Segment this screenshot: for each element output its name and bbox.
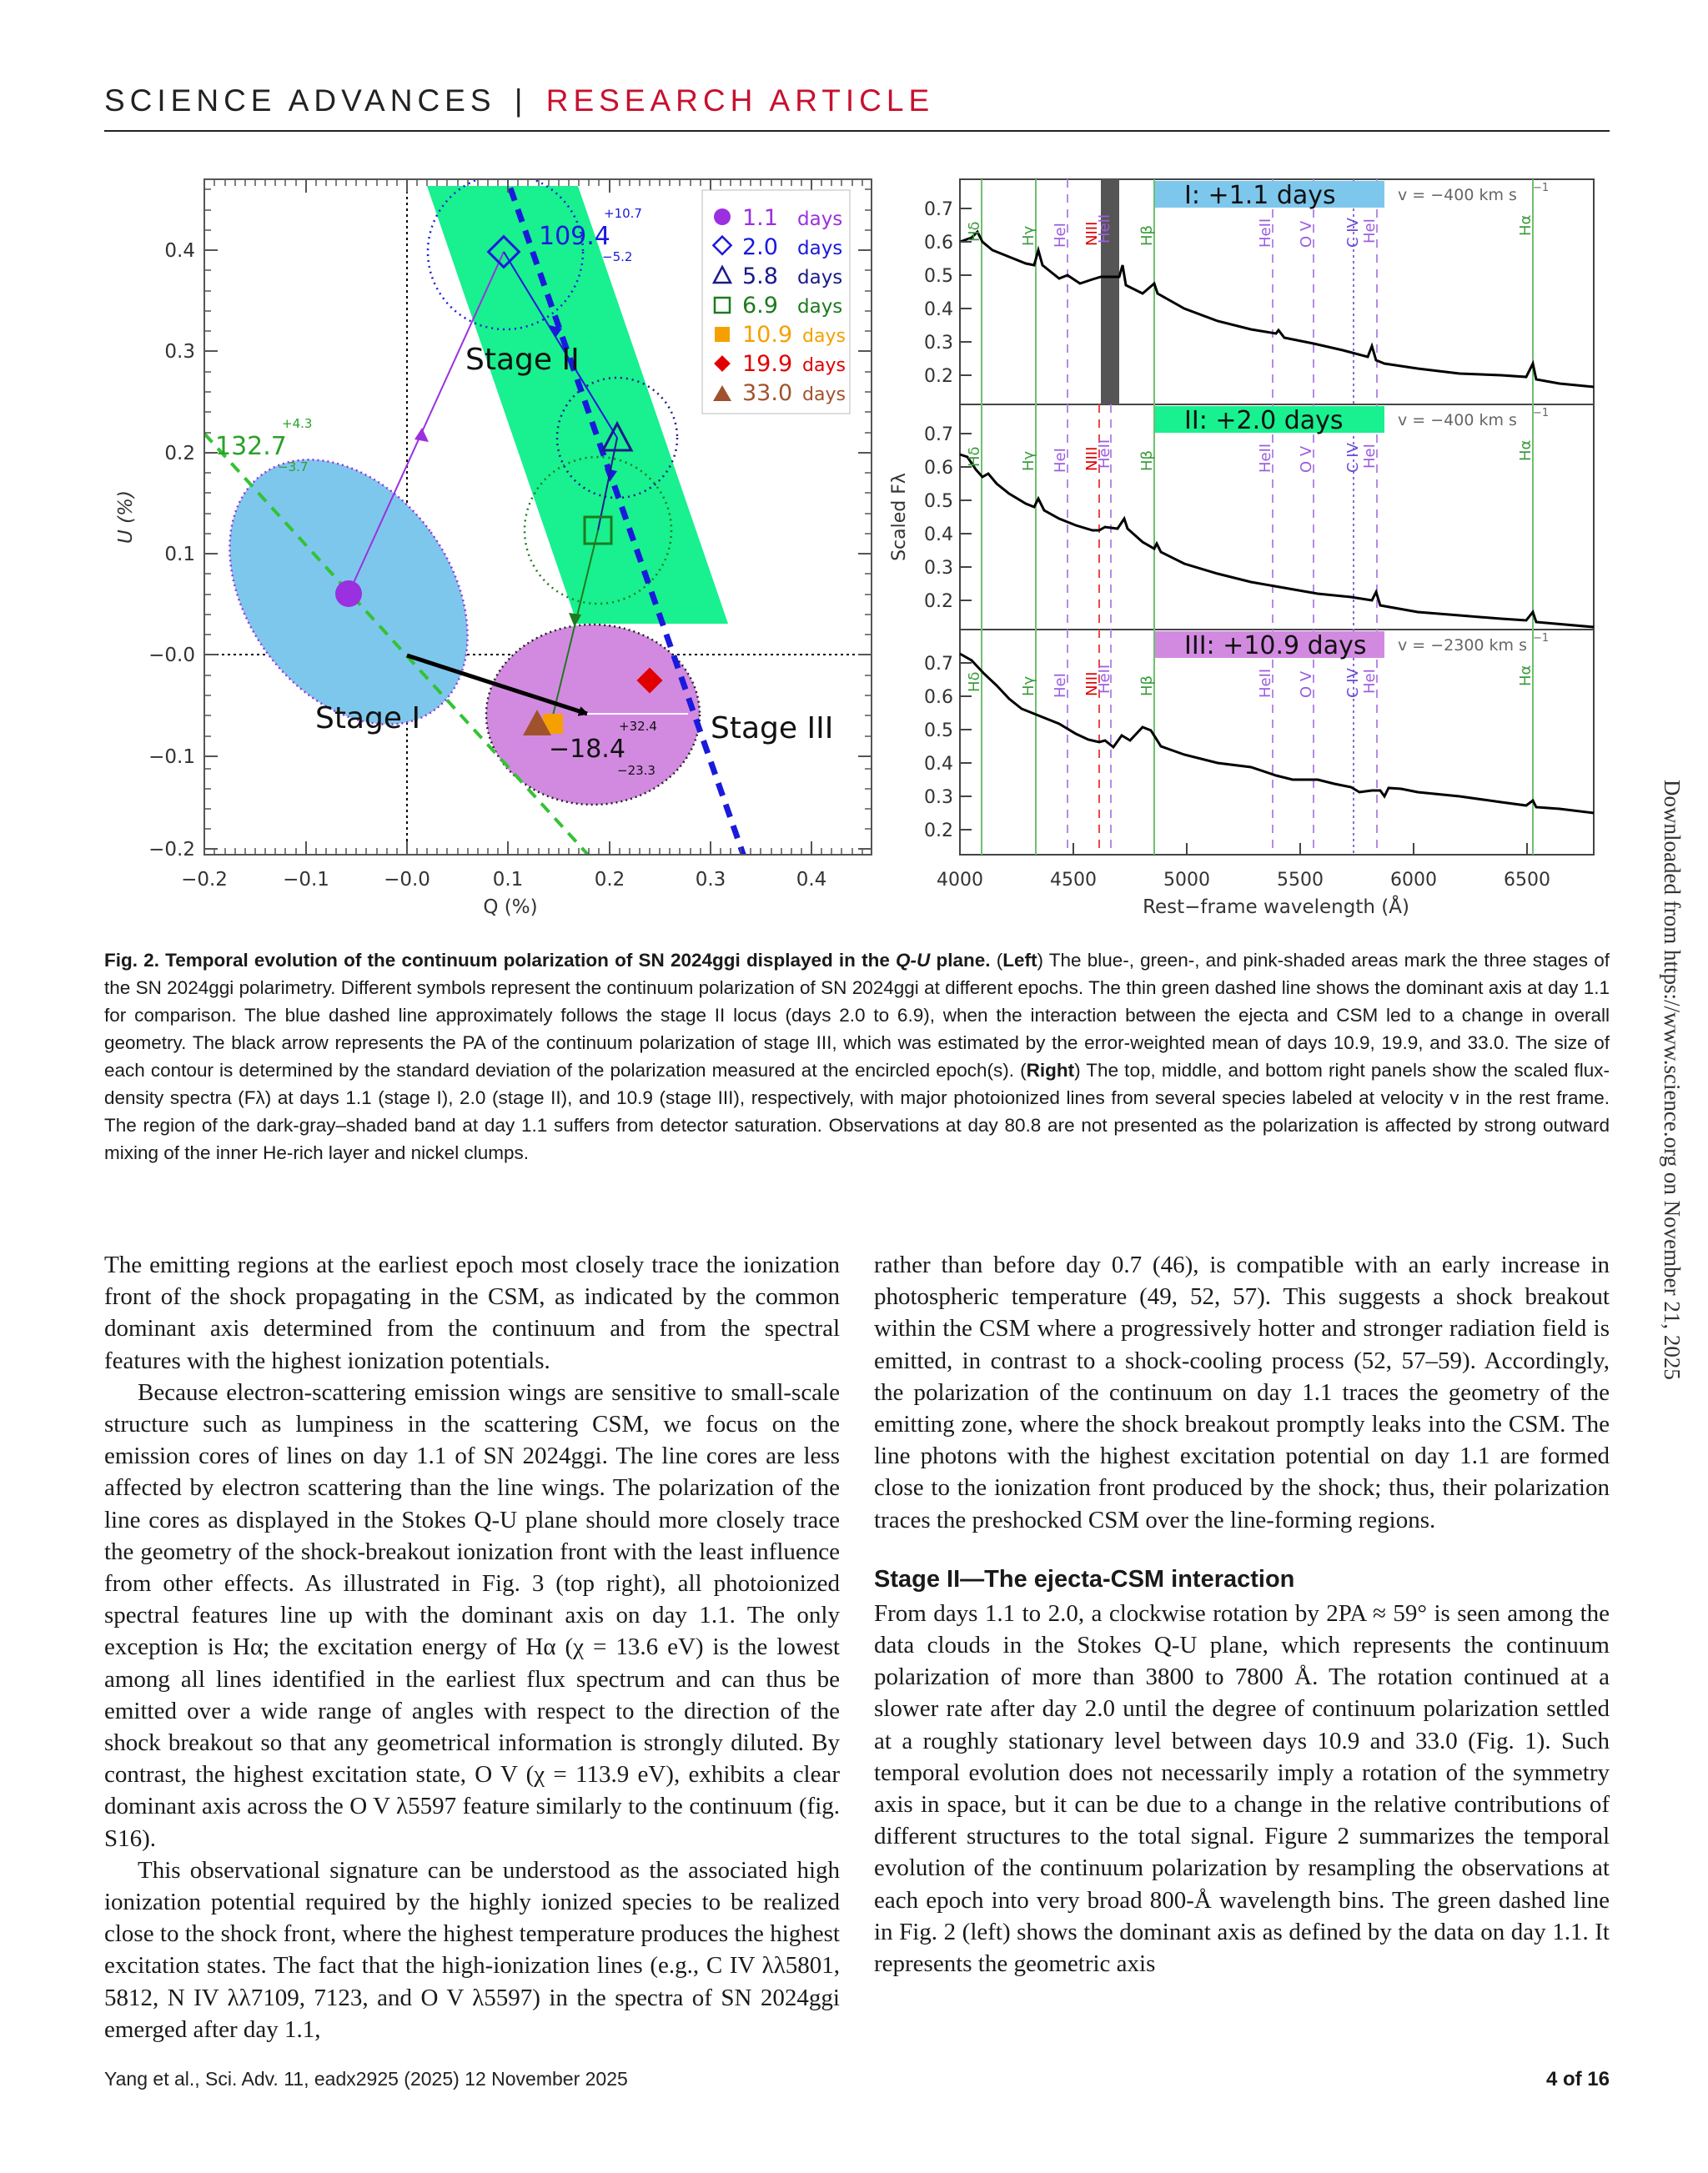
svg-text:Hα: Hα — [1517, 439, 1535, 461]
y-tick-label: 0.5 — [924, 720, 953, 741]
svg-text:days: days — [802, 384, 846, 405]
svg-text:Hβ: Hβ — [1138, 675, 1156, 696]
panel-3-velocity: v = −2300 km s — [1398, 636, 1528, 655]
svg-text:HeII: HeII — [1257, 668, 1274, 698]
svg-text:days: days — [797, 267, 843, 289]
line-markers — [982, 179, 1533, 855]
svg-text:days: days — [802, 326, 846, 347]
spectra-panel — [889, 179, 1594, 918]
footer-citation: Yang et al., Sci. Adv. 11, eadx2925 (2025) 12 November 2025 — [104, 2068, 628, 2090]
trajectory-arrow-purple — [414, 428, 429, 442]
svg-text:NIII: NIII — [1083, 221, 1101, 246]
stage-1-label: Stage I — [315, 701, 421, 735]
x-tick-label: 6500 — [1504, 870, 1550, 891]
svg-text:C IV: C IV — [1344, 668, 1362, 698]
panel-1-velocity: v = −400 km s — [1398, 186, 1517, 204]
y-tick-label: −0.2 — [148, 839, 195, 861]
paragraph: From days 1.1 to 2.0, a clockwise rotation by 2PA ≈ 59° is seen among the data clouds in the Stokes Q-U plane, which represents the continuum polarization of more than 3800 to 7800 Å. The rotation continued at a slower rate after day 2.0 until the degree of continuum polarization settled at a roughly stationary level between days 10.9 and 33.0 (Fig. 1). Such temporal evolution does not necessarily imply a rotation of the symmetry axis in space, but it can be due to a change in the relative contributions of different structures to the total signal. Figure 2 summarizes the temporal evolution of the continuum polarization by resampling the observations at each epoch into very broad 800-Å wavelength bins. The green dashed line in Fig. 2 (left) shows the dominant axis as defined by the data on day 1.1. It represents the geometric axis — [874, 1599, 1610, 1978]
svg-text:19.9: 19.9 — [742, 351, 793, 377]
spectra-x-axis-label: Rest−frame wavelength (Å) — [1143, 896, 1409, 918]
x-tick-label: 0.1 — [492, 869, 524, 891]
svg-text:Hδ: Hδ — [966, 221, 983, 242]
x-tick-label: 4000 — [937, 870, 983, 891]
svg-text:Hβ: Hβ — [1138, 449, 1156, 471]
stage-3-label: Stage III — [711, 711, 834, 745]
y-tick-label: 0.6 — [924, 687, 953, 708]
y-tick-label: 0.6 — [924, 458, 953, 479]
svg-text:HeII: HeII — [1096, 439, 1113, 469]
y-tick-label: 0.2 — [924, 591, 953, 612]
y-tick-label: 0.7 — [924, 424, 953, 445]
angle-stage-2-minus: −5.2 — [602, 249, 633, 264]
paragraph: rather than before day 0.7 (46), is compatible with an early increase in photospheric temperature (49, 52, 57). This suggests a shock breakout within the CSM where a progressively hotter and stronger radiation field is emitted, in contrast to a shock-cooling process (52, 57–59). Accordingly, the polarization of the continuum on day 1.1 traces the geometry of the emitting zone, where the shock breakout promptly leaks into the CSM. The line photons with the highest excitation potential on day 1.1 are formed close to the ionization front produced by the shock; thus, their polarization traces the preshocked CSM over the line-forming regions. — [874, 1252, 1610, 1533]
spectrum-panel-3-frame — [960, 630, 1594, 855]
section-heading: Stage II—The ejecta-CSM interaction — [874, 1565, 1295, 1593]
y-tick-label: 0.4 — [924, 754, 953, 775]
svg-text:HeI: HeI — [1361, 218, 1379, 243]
x-tick-label: 5000 — [1163, 870, 1210, 891]
svg-text:Hγ: Hγ — [1020, 225, 1037, 246]
body-column-left — [104, 1249, 840, 2045]
y-tick-label: 0.3 — [924, 333, 953, 354]
qu-plane-panel — [115, 167, 872, 918]
spectrum-day-2.0 — [960, 454, 1594, 627]
y-tick-label: 0.4 — [924, 299, 953, 320]
panel-3-label: III: +10.9 days — [1184, 631, 1367, 660]
y-tick-label: 0.3 — [164, 341, 195, 363]
article-type: RESEARCH ARTICLE — [545, 83, 935, 118]
header-separator: | — [514, 83, 528, 118]
y-tick-label: 0.5 — [924, 266, 953, 287]
svg-text:C IV: C IV — [1344, 218, 1362, 248]
panel-1-label: I: +1.1 days — [1184, 181, 1336, 210]
y-tick-label: 0.6 — [924, 233, 953, 253]
spectrum-day-1.1 — [960, 232, 1594, 387]
epoch-legend — [702, 190, 850, 414]
svg-text:C IV: C IV — [1344, 443, 1362, 473]
x-tick-label: −0.0 — [384, 869, 430, 891]
svg-text:days: days — [797, 208, 843, 230]
download-sidebar — [1660, 780, 1693, 1413]
page-number: 4 of 16 — [1545, 2068, 1610, 2090]
svg-text:33.0: 33.0 — [742, 380, 793, 406]
svg-text:HeII: HeII — [1096, 213, 1113, 243]
y-tick-label: 0.3 — [924, 787, 953, 808]
svg-text:days: days — [802, 355, 846, 376]
stage-2-band — [427, 186, 728, 624]
svg-text:HeII: HeII — [1257, 443, 1274, 473]
svg-text:HeI: HeI — [1052, 223, 1069, 248]
svg-text:HeI: HeI — [1052, 673, 1069, 698]
figure-2 — [0, 0, 1708, 934]
svg-text:O V: O V — [1298, 445, 1315, 473]
svg-text:10.9: 10.9 — [742, 322, 793, 348]
svg-text:HeI: HeI — [1361, 444, 1379, 469]
caption-right-text: ) The top, middle, and bottom right panels show the scaled flux-density spectra (Fλ) at days 1.1 (stage I), 2.0 (stage II), and 10.9 (stage III), respectively, with major photoionized lines from several species labeled at velocity v in the rest frame. The region of the dark-gray–shaded band at day 1.1 suffers from detector saturation. Observations at day 80.8 are not presented as the polarization is affected by strong outward mixing of the inner He-rich layer and nickel clumps. — [104, 1060, 1610, 1163]
y-tick-label: 0.4 — [924, 524, 953, 545]
y-tick-label: 0.2 — [924, 366, 953, 387]
svg-text:NIII: NIII — [1083, 671, 1101, 696]
y-tick-label: 0.7 — [924, 199, 953, 220]
x-tick-label: 0.3 — [695, 869, 726, 891]
y-tick-label: 0.2 — [164, 443, 195, 464]
y-tick-label: 0.7 — [924, 654, 953, 675]
journal-name: SCIENCE ADVANCES — [104, 83, 496, 118]
angle-stage-1: 132.7 — [215, 432, 287, 461]
x-tick-label: −0.1 — [283, 869, 329, 891]
panel-2-label: II: +2.0 days — [1184, 406, 1344, 435]
svg-text:6.9: 6.9 — [742, 293, 778, 319]
angle-stage-1-plus: +4.3 — [282, 416, 313, 431]
point-day-1.1 — [335, 580, 362, 607]
y-tick-label: 0.4 — [164, 240, 195, 262]
angle-stage-3-minus: −23.3 — [617, 763, 656, 778]
svg-text:O V: O V — [1298, 670, 1315, 698]
svg-text:HeII: HeII — [1096, 664, 1113, 694]
line-labels-panel-3 — [966, 665, 1535, 698]
paragraph: This observational signature can be understood as the associated high ionization potential required by the highly ionized species to be realized close to the shock front, where the highest temperature produces the highest excitation states. The fact that the high-ionization lines (e.g., C IV λλ5801, 5812, N IV λλ7109, 7123, and O V λ5597) in the spectra of SN 2024ggi emerged after day 1.1, — [104, 1856, 840, 2043]
svg-text:Hγ: Hγ — [1020, 675, 1037, 696]
svg-text:1.1: 1.1 — [742, 205, 778, 231]
svg-text:days: days — [797, 238, 843, 259]
y-tick-label: 0.5 — [924, 491, 953, 512]
figure-caption: Fig. 2. Temporal evolution of the continuum polarization of SN 2024ggi displayed in the Q-U plane. (Left) The blue-, green-, and pink-shaded areas mark the three stages of the SN 2024ggi polarimetry. Different symbols represent the continuum polarization of SN 2024ggi at different epochs. The thin green dashed line shows the dominant axis at day 1.1 for comparison. The blue dashed line approximately follows the stage II locus (days 2.0 to 6.9), when the interaction between the ejecta and CSM led to a change in overall geometry. The black arrow represents the PA of the continuum polarization of stage III, which was estimated by the error-weighted mean of days 10.9, 19.9, and 33.0. The size of each contour is determined by the standard deviation of the polarization measured at the encircled epoch(s). (Right) The top, middle, and bottom right panels show the scaled flux-density spectra (Fλ) at days 1.1 (stage I), 2.0 (stage II), and 10.9 (stage III), respectively, with major photoionized lines from several species labeled at velocity v in the rest frame. The region of the dark-gray–shaded band at day 1.1 suffers from detector saturation. Observations at day 80.8 are not presented as the polarization is affected by strong outward mixing of the inner He-rich layer and nickel clumps. — [104, 950, 1610, 1163]
x-tick-label: 5500 — [1277, 870, 1324, 891]
y-axis-label: U (%) — [115, 490, 137, 544]
svg-text:Hγ: Hγ — [1020, 450, 1037, 471]
x-tick-label: 6000 — [1390, 870, 1437, 891]
angle-stage-2-plus: +10.7 — [604, 206, 642, 221]
caption-title-italic: Q-U — [896, 950, 931, 971]
caption-title-end: plane. — [930, 950, 991, 971]
spectrum-panel-1-frame — [960, 179, 1594, 404]
svg-text:days: days — [797, 296, 843, 318]
svg-text:5.8: 5.8 — [742, 263, 778, 289]
svg-text:HeII: HeII — [1257, 218, 1274, 248]
svg-text:Hα: Hα — [1517, 665, 1535, 686]
y-tick-label: 0.2 — [924, 821, 953, 841]
line-labels-panel-1 — [966, 214, 1535, 248]
x-tick-label: 0.4 — [796, 869, 827, 891]
svg-text:NIII: NIII — [1083, 446, 1101, 471]
x-axis-label: Q (%) — [483, 896, 538, 918]
paragraph: Because electron-scattering emission wings are sensitive to small-scale structure such as lumpiness in the scattering CSM, we focus on the emission cores of lines on day 1.1 of SN 2024ggi. The line cores are less affected by electron scattering than the line wings. The polarization of the line cores as displayed in the Stokes Q-U plane should more closely trace the geometry of the shock-breakout ionization front with the least influence from other effects. As illustrated in Fig. 3 (top right), all photoionized spectral features line up with the dominant axis on day 1.1. The only exception is Hα; the excitation energy of Hα (χ = 13.6 eV) is the lowest among all lines identified in the earliest flux spectrum and can thus be emitted over a wide range of angles with respect to the direction of the shock breakout so that any geometrical information is strongly diluted. By contrast, the highest excitation state, O V (χ = 113.9 eV), exhibits a clear dominant axis across the O V λ5597 feature similarly to the continuum (fig. S16). — [104, 1378, 840, 1852]
svg-text:Hδ: Hδ — [966, 446, 983, 467]
svg-text:Hδ: Hδ — [966, 671, 983, 692]
angle-stage-2: 109.4 — [539, 222, 610, 251]
stage-2-label: Stage II — [465, 343, 580, 377]
angle-stage-3: −18.4 — [549, 735, 625, 764]
line-labels-panel-2 — [966, 439, 1535, 473]
panel-3-velocity-sup: −1 — [1533, 632, 1550, 645]
x-tick-label: −0.2 — [181, 869, 228, 891]
angle-stage-1-minus: −3.7 — [278, 459, 309, 474]
panel-1-velocity-sup: −1 — [1533, 182, 1550, 194]
caption-left-word: Left — [1002, 950, 1037, 971]
svg-text:2.0: 2.0 — [742, 234, 778, 260]
caption-left-text: ) The blue-, green-, and pink-shaded areas mark the three stages of the SN 2024ggi polarimetry. Different symbols represent the continuum polarization of SN 2024ggi at different epochs. The thin green dashed line shows the dominant axis at day 1.1 for comparison. The blue dashed line approximately follows the stage II locus (days 2.0 to 6.9), when the interaction between the ejecta and CSM led to a change in overall geometry. The black arrow represents the PA of the continuum polarization of stage III, which was estimated by the error-weighted mean of days 10.9, 19.9, and 33.0. The size of each contour is determined by the standard deviation of the polarization measured at the encircled epoch(s). ( — [104, 950, 1610, 1081]
svg-text:Hβ: Hβ — [1138, 224, 1156, 246]
angle-stage-3-plus: +32.4 — [619, 719, 657, 734]
svg-text:HeI: HeI — [1052, 448, 1069, 473]
y-tick-label: 0.3 — [924, 558, 953, 579]
panel-2-velocity: v = −400 km s — [1398, 411, 1517, 429]
panel-2-velocity-sup: −1 — [1533, 407, 1550, 419]
paragraph: The emitting regions at the earliest epoch most closely trace the ionization front of the shock propagating in the CSM, as indicated by the common dominant axis determined from the continuum and from the spectral features with the highest ionization potentials. — [104, 1252, 840, 1374]
saturation-band — [1101, 179, 1119, 404]
download-note: Downloaded from https://www.science.org on November 21, 2025 — [1660, 780, 1685, 1380]
caption-title: Fig. 2. Temporal evolution of the continuum polarization of SN 2024ggi displayed in the — [104, 950, 897, 971]
y-tick-label: 0.1 — [164, 544, 195, 565]
x-tick-label: 0.2 — [594, 869, 625, 891]
svg-text:Hα: Hα — [1517, 214, 1535, 236]
spectra-y-axis-label: Scaled Fλ — [889, 473, 910, 561]
caption-right-word: Right — [1026, 1060, 1075, 1081]
svg-text:O V: O V — [1298, 220, 1315, 248]
body-column-right — [874, 1249, 1610, 1980]
y-tick-label: −0.1 — [148, 746, 195, 768]
svg-text:HeI: HeI — [1361, 669, 1379, 694]
y-tick-label: −0.0 — [148, 645, 195, 666]
x-tick-label: 4500 — [1050, 870, 1097, 891]
